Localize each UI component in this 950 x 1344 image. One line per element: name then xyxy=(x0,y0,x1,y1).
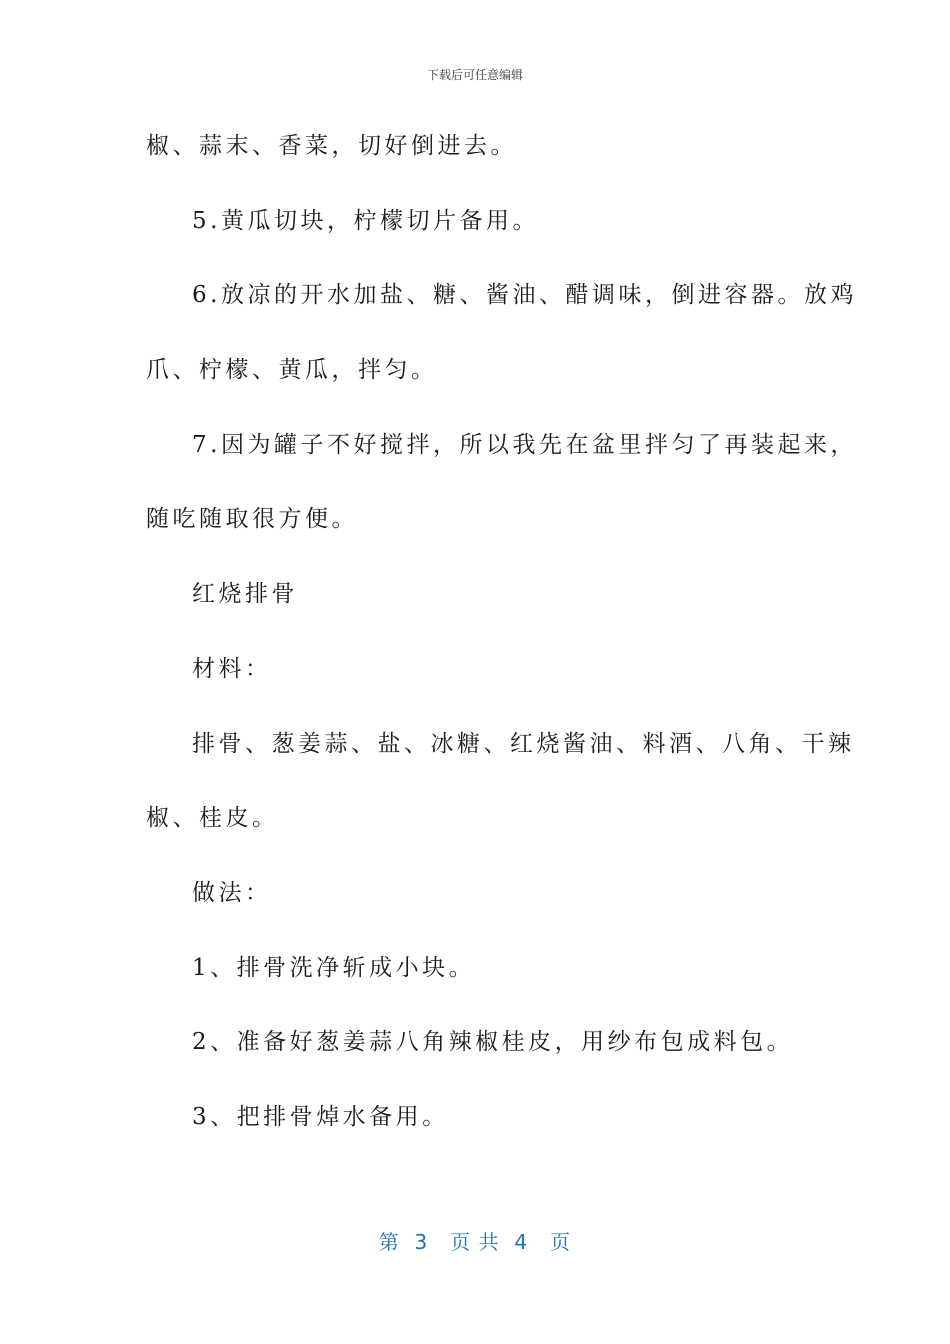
page-footer: 第 3 页 共 4 页 xyxy=(378,1230,572,1254)
document-body xyxy=(146,126,857,1172)
body-line: 椒、桂皮。 xyxy=(146,805,279,832)
body-line: 材料： xyxy=(192,655,272,682)
body-line: 2、准备好葱姜蒜八角辣椒桂皮，用纱布包成料包。 xyxy=(192,1029,794,1056)
body-line: 6.放凉的开水加盐、糖、酱油、醋调味，倒进容器。放鸡 xyxy=(192,282,857,309)
body-line: 红烧排骨 xyxy=(192,581,298,608)
body-line: 爪、柠檬、黄瓜，拌匀。 xyxy=(146,357,438,384)
body-line: 3、把排骨焯水备用。 xyxy=(192,1103,449,1130)
body-line: 1、排骨洗净斩成小块。 xyxy=(192,954,476,981)
body-line: 做法： xyxy=(192,879,272,906)
header-note: 下载后可任意编辑 xyxy=(426,68,523,82)
body-line: 7.因为罐子不好搅拌，所以我先在盆里拌匀了再装起来， xyxy=(192,431,857,458)
body-line: 随吃随取很方便。 xyxy=(146,506,358,533)
body-line: 排骨、葱姜蒜、盐、冰糖、红烧酱油、料酒、八角、干辣 xyxy=(192,730,855,757)
body-line: 椒、蒜末、香菜，切好倒进去。 xyxy=(146,133,517,159)
body-line: 5.黄瓜切块，柠檬切片备用。 xyxy=(192,207,539,234)
